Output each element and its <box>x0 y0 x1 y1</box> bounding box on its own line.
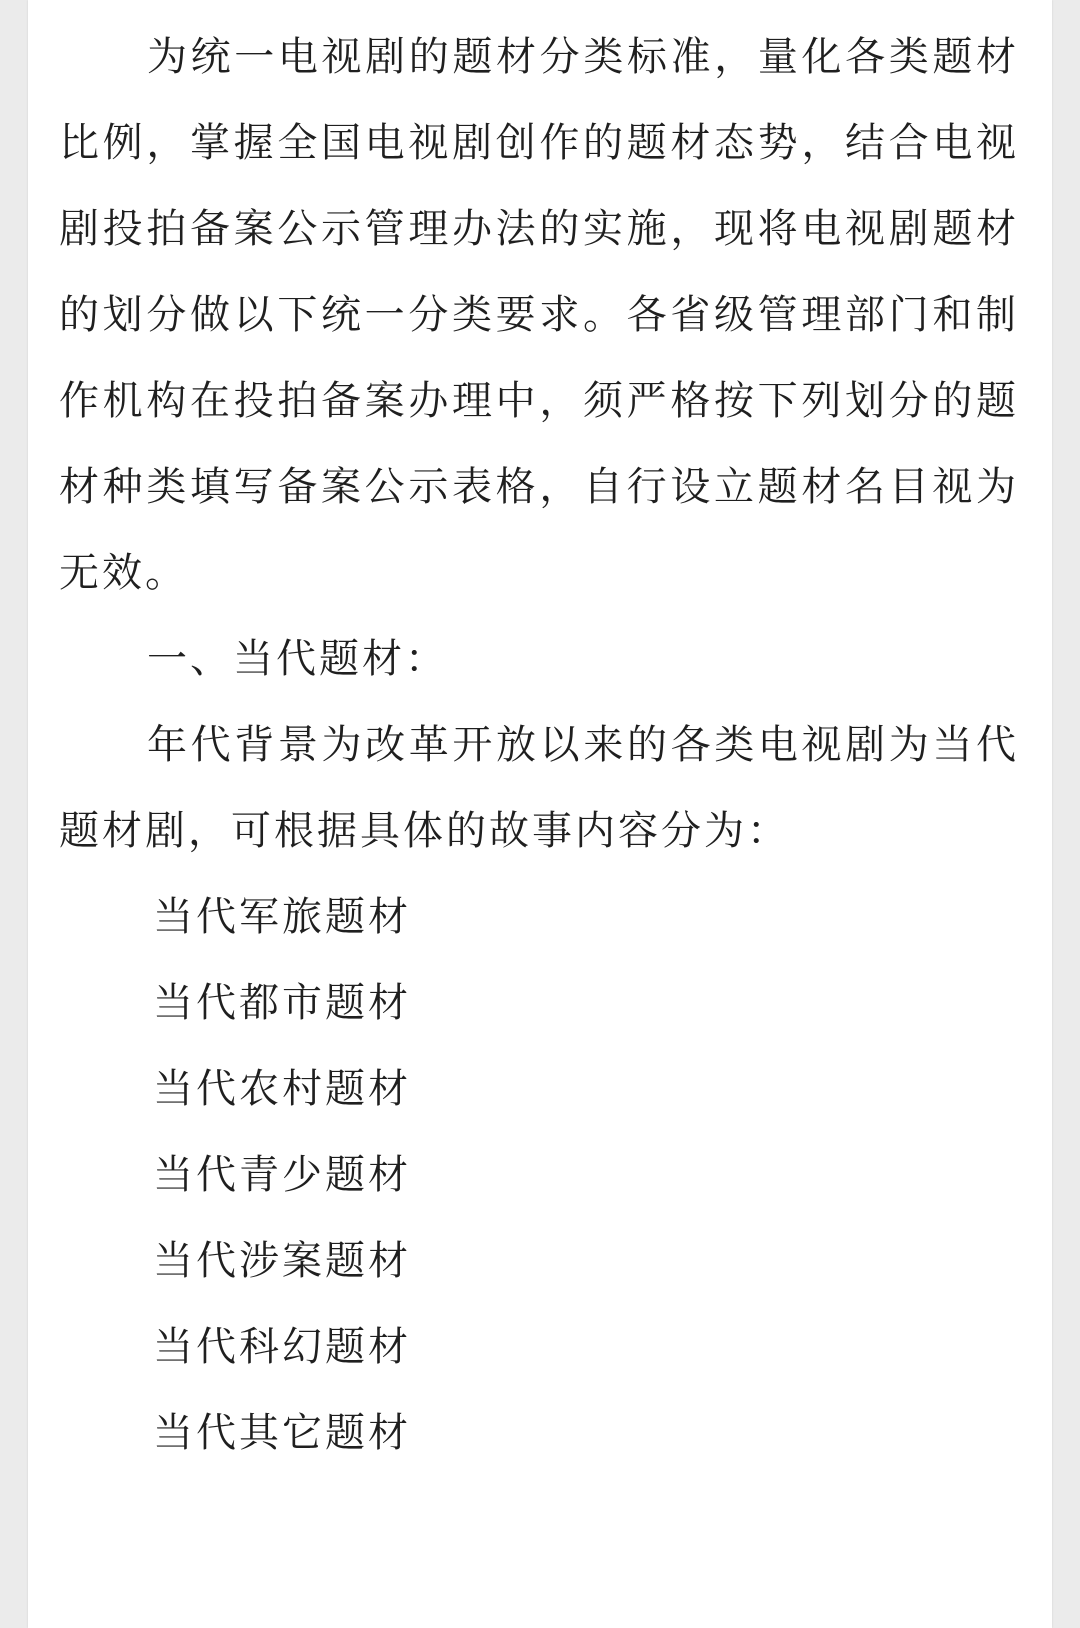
document-body <box>59 14 1019 1476</box>
category-item: 当代都市题材 <box>153 980 411 1026</box>
section-heading: 一、当代题材： <box>147 636 448 682</box>
document-page <box>28 0 1052 1628</box>
category-item: 当代农村题材 <box>153 1066 411 1112</box>
intro-paragraph: 为统一电视剧的题材分类标准，量化各类题材比例，掌握全国电视剧创作的题材态势，结合电视剧投拍备案公示管理办法的实施，现将电视剧题材的划分做以下统一分类要求。各省级管理部门和制作机构在投拍备案办理中，须严格按下列划分的题材种类填写备案公示表格，自行设立题材名目视为无效。 <box>59 34 1019 596</box>
category-item: 当代科幻题材 <box>153 1324 411 1370</box>
category-item: 当代其它题材 <box>153 1410 411 1456</box>
category-item: 当代青少题材 <box>153 1152 411 1198</box>
category-item: 当代军旅题材 <box>153 894 411 940</box>
section-paragraph: 年代背景为改革开放以来的各类电视剧为当代题材剧，可根据具体的故事内容分为： <box>59 722 1019 854</box>
category-item: 当代涉案题材 <box>153 1238 411 1284</box>
